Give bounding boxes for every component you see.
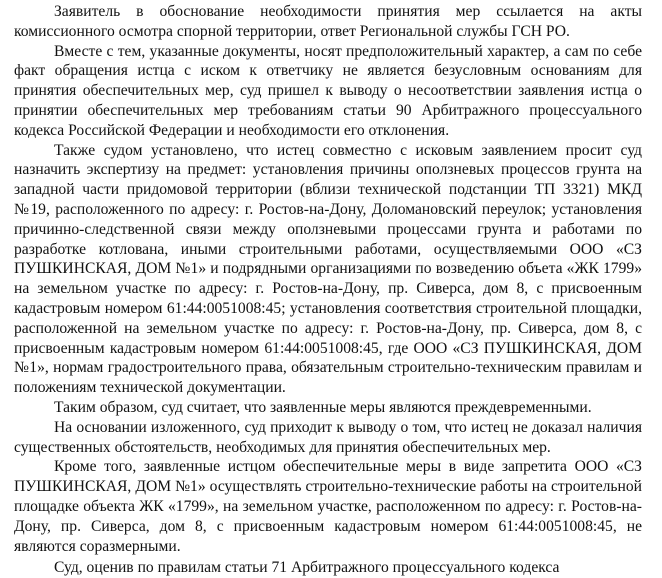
paragraph-truncated: Суд, оценив по правилам статьи 71 Арбитражного процессуального кодекса	[54, 559, 560, 577]
paragraph-expertise-request: Также судом установлено, что истец совместно с исковым заявлением просит суд назначить экспертизу на предмет: установления причины оползневых процессов грунта на западной части придомовой территории (вблизи технической подстанции ТП 3321) МКД №19, расположенного по адресу: г. Ростов-на-Дону, Доломановский переулок; установления причинно-следственной связи между оползневыми процессами грунта и работами по разработке котлована, иными строительными работами, осуществляемыми ООО «СЗ ПУШКИНСКАЯ, ДОМ №1» и подрядными организациями по возведению объета «ЖК 1799» на земельном участке по адресу: г. Ростов-на-Дону, пр. Сиверса, дом 8, с присвоенным кадастровым номером 61:44:0051008:45; установления соответствия строительной площадки, расположенной на земельном участке по адресу: г. Ростов-на-Дону, пр. Сиверса, дом 8, с присвоенным кадастровым номером 61:44:0051008:45, где ООО «СЗ ПУШКИНСКАЯ, ДОМ №1», нормам градостроительного права, обязательным строительно-техническим правилам и положениям технической документации.	[14, 141, 642, 397]
paragraph-premature-measures: Таким образом, суд считает, что заявленные меры являются преждевременными.	[54, 398, 592, 416]
paragraph-applicant-reference: Заявитель в обоснование необходимости принятия мер ссылается на акты комиссионного осмотра спорной территории, ответ Региональной службы ГСН РО.	[14, 3, 642, 40]
paragraph-court-reasoning: Вместе с тем, указанные документы, носят предположительный характер, а сам по себе факт обращения истца с иском к ответчику не является безусловным основаниям для принятия обеспечительных мер, суд пришел к выводу о несоответствии заявления истца о принятии обеспечительных мер требованиям статьи 90 Арбитражного процессуального кодекса Российской Федерации и необходимости его отклонения.	[14, 42, 642, 139]
paragraph-disproportionate-measures: Кроме того, заявленные истцом обеспечительные меры в виде запретита ООО «СЗ ПУШКИНСКАЯ, ДОМ №1» осуществлять строительно-технические работы на строительной площадке объекта ЖК «1799», на земельном участке, расположенном по адресу: г. Ростов-на-Дону, пр. Сиверса, дом 8, с присвоенным кадастровым номером 61:44:0051008:45, не являются соразмерными.	[14, 458, 642, 555]
paragraph-court-conclusion: На основании изложенного, суд приходит к выводу о том, что истец не доказал наличия существенных обстоятельств, необходимых для принятия обеспечительных мер.	[14, 418, 642, 456]
